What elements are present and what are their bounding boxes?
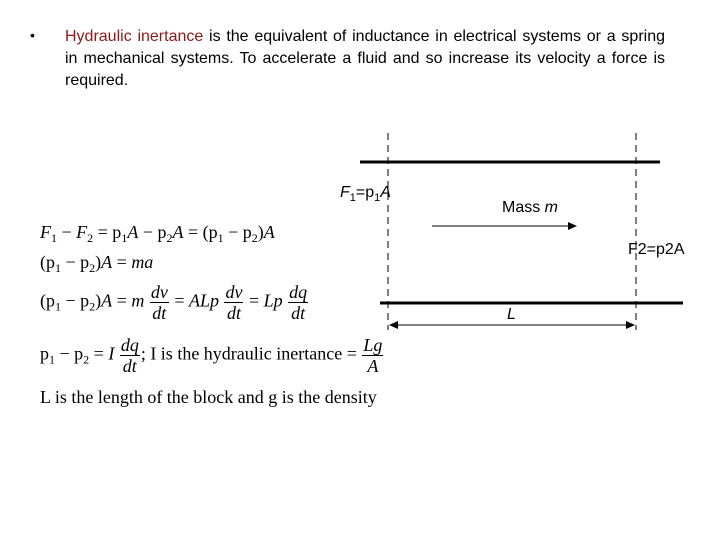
force1-label: $F_1=p_1A$ xyxy=(340,184,391,205)
force2-label: F2=p2A xyxy=(628,241,685,258)
mass-label: Mass m xyxy=(502,199,558,216)
length-arrow-head-right xyxy=(626,321,635,329)
equation-4: $p_1 - p_2 = I$ $\frac{dq}{dt}$ ; I is the hydraulic inertance = $\frac{Lg}{A}$ xyxy=(40,335,383,376)
highlight-term: Hydraulic inertance xyxy=(65,28,204,45)
equation-5: L is the length of the block and g is the density xyxy=(40,387,377,407)
length-label: L xyxy=(507,306,516,323)
length-arrow-head-left xyxy=(389,321,398,329)
bullet-marker: • xyxy=(30,27,35,43)
equation-3: $(p_1 - p_2)A = m$ $\frac{dv}{dt}$ = ALp $\frac{dv}{dt}$ = Lp $\frac{dq}{dt}$ xyxy=(40,282,308,323)
equation-2: $(p_1 - p_2)A$ = ma xyxy=(40,252,154,275)
bullet-body: is the equivalent of inductance in electrical systems or a spring in mechanical systems. To accelerate a fluid and so increase its velocity a force is required. xyxy=(65,28,665,89)
equation-4-text: ; I is the hydraulic inertance = xyxy=(140,343,357,364)
acceleration-arrow-head xyxy=(568,222,577,230)
equation-1: $F_1 - F_2 = p_1A - p_2A = (p_1 - p_2)A$ xyxy=(40,222,275,245)
